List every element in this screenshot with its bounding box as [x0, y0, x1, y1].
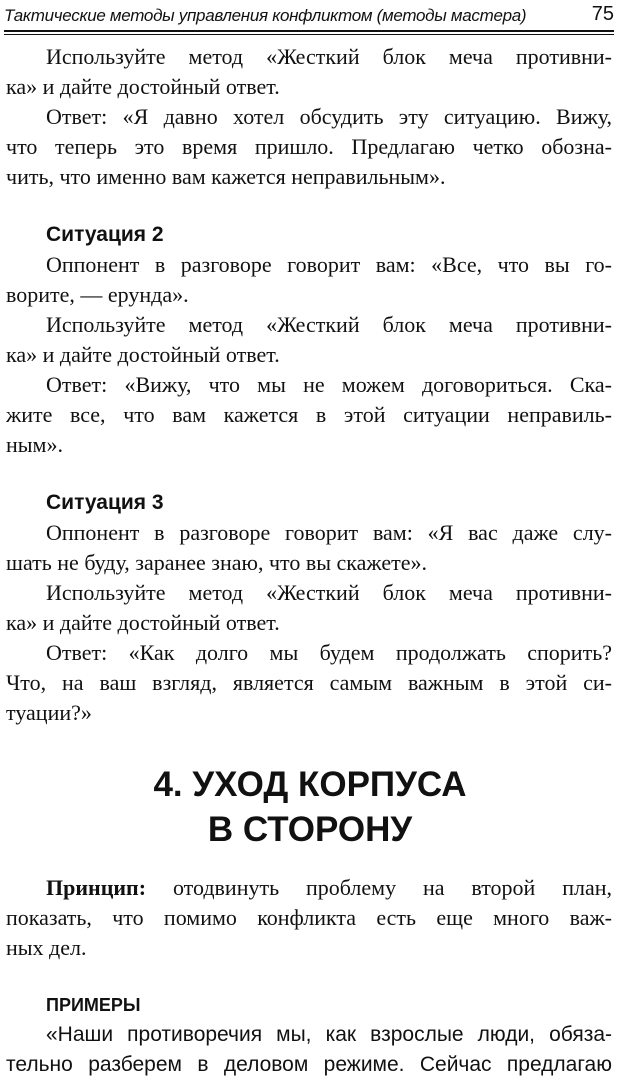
text-line: ка» и дайте достойный ответ. — [6, 342, 280, 367]
text-line: ка» и дайте достойный ответ. — [6, 74, 280, 99]
text-line: туации?» — [6, 700, 92, 725]
text-line: Используйте метод «Жесткий блок меча противни- — [46, 44, 612, 69]
text-line: показать, что помимо конфликта есть еще много важ- — [6, 905, 612, 930]
section-title-line: В СТОРОНУ — [207, 810, 413, 849]
text-line: ных дел. — [6, 935, 87, 960]
principle-label: Принцип: — [46, 875, 147, 900]
text-line: Ответ: «Как долго мы будем продолжать спорить? — [46, 640, 612, 665]
situation-2 — [6, 220, 612, 460]
situation-3 — [6, 488, 612, 728]
text-line — [6, 873, 612, 903]
header-rule-thin — [4, 34, 614, 35]
text-line: чить, что именно вам кажется неправильным». — [6, 164, 446, 189]
text-line: ка» и дайте достойный ответ. — [6, 610, 280, 635]
principle-text: отодвинуть проблему на второй план, — [146, 875, 612, 900]
text-line: Ответ: «Вижу, что мы не можем договориться. Ска- — [46, 372, 612, 397]
paragraph-block-1 — [6, 42, 612, 192]
section-title — [0, 762, 620, 852]
text-line: шать не буду, заранее знаю, что вы скажете». — [6, 550, 427, 575]
running-title: Тактические методы управления конфликтом (методы мастера) — [4, 6, 527, 25]
text-line: жите все, что вам кажется в этой ситуации неправиль- — [6, 402, 612, 427]
text-line: ным». — [6, 432, 63, 457]
header-rule-thick — [4, 30, 614, 32]
text-line: Ответ: «Я давно хотел обсудить эту ситуацию. Вижу, — [46, 104, 612, 129]
section-title-line: 4. УХОД КОРПУСА — [153, 765, 467, 804]
page-number: 75 — [591, 3, 614, 25]
text-line: «Наши противоречия мы, как взрослые люди, обяза- — [46, 1023, 612, 1046]
text-line: Используйте метод «Жесткий блок меча противни- — [46, 580, 612, 605]
text-line: Оппонент в разговоре говорит вам: «Я вас даже слу- — [46, 520, 612, 545]
text-line: тельно разберем в деловом режиме. Сейчас предлагаю — [6, 1053, 612, 1076]
examples-heading: ПРИМЕРЫ — [46, 995, 141, 1015]
principle-paragraph — [6, 873, 612, 963]
examples-section — [6, 990, 612, 1080]
running-header — [4, 0, 614, 26]
text-line: Используйте метод «Жесткий блок меча противни- — [46, 312, 612, 337]
text-line: Оппонент в разговоре говорит вам: «Все, что вы го- — [46, 252, 612, 277]
text-line: Что, на ваш взгляд, является самым важным в этой си- — [6, 670, 612, 695]
situation-heading: Ситуация 2 — [46, 223, 164, 246]
text-line: ворите, — ерунда». — [6, 282, 189, 307]
situation-heading: Ситуация 3 — [46, 491, 164, 514]
text-line: что теперь это время пришло. Предлагаю четко обозна- — [6, 134, 612, 159]
